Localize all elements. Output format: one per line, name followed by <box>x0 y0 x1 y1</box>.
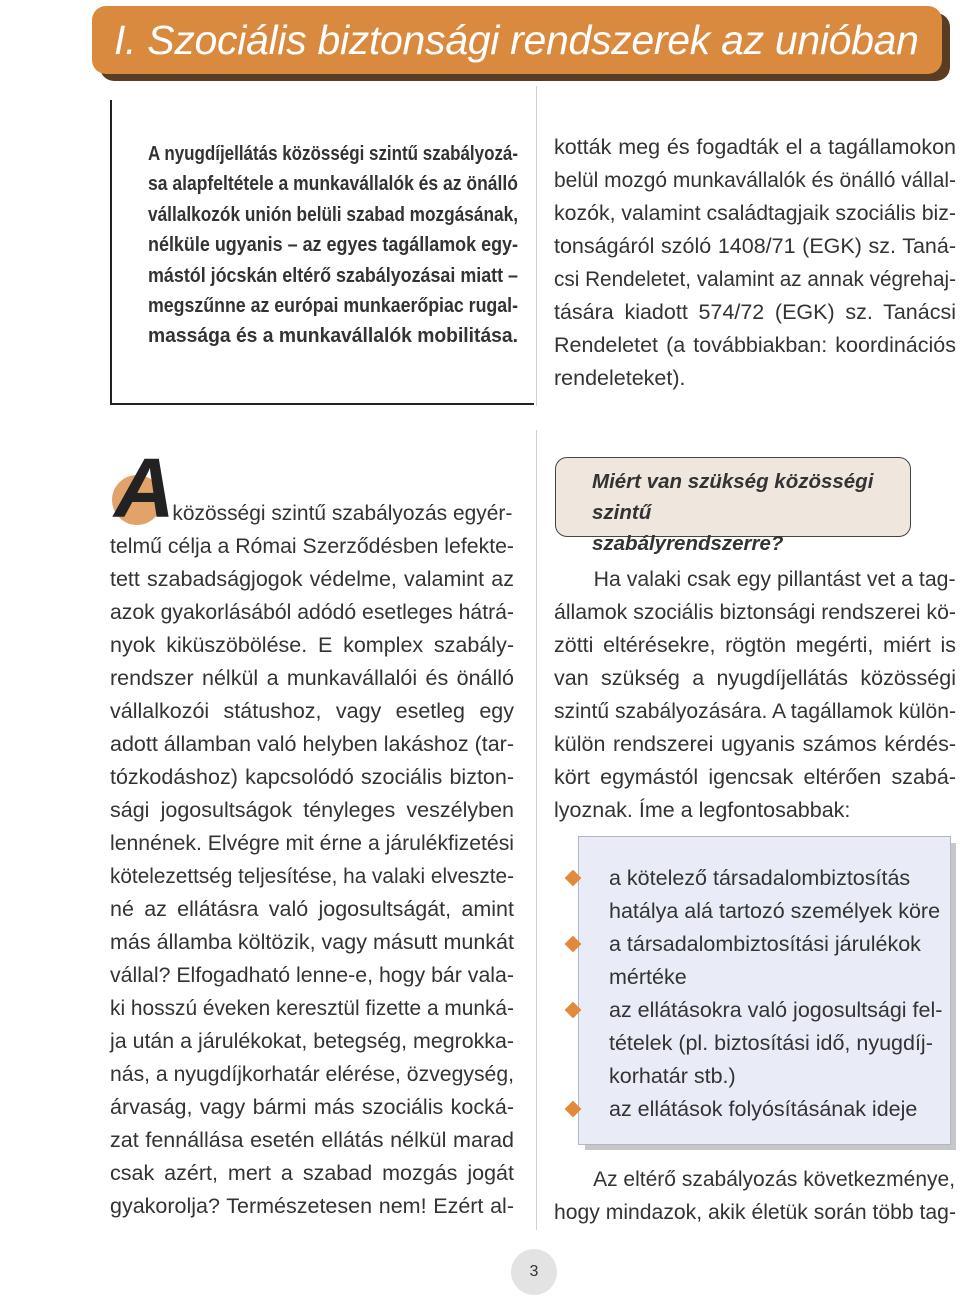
diamond-bullet-icon <box>565 1101 582 1118</box>
intro-border-bottom <box>110 403 534 405</box>
left-column-paragraph <box>110 497 514 1223</box>
text-line: kották meg és fogadták el a tagállamokon <box>554 135 956 159</box>
key-issues-list <box>579 862 950 1126</box>
diamond-bullet-icon <box>565 870 582 887</box>
right-column-paragraph-1 <box>554 131 956 395</box>
text-line: közösségi szintű szabályozás egyér- <box>172 501 513 525</box>
key-issues-list-box <box>578 836 951 1145</box>
text-line: ki hosszú éveken keresztül fizette a munká- <box>110 996 515 1020</box>
list-item-line: az ellátások folyósításának ideje <box>609 1097 918 1121</box>
intro-line: A nyugdíjellátás közösségi szintű szabályozá- <box>148 142 519 165</box>
list-item-line: az ellátásokra való jogosultsági fel- <box>609 998 943 1022</box>
intro-line: mástól jócskán eltérő szabályozásai miatt – <box>148 263 519 287</box>
text-line: telmű célja a Római Szerződésben lefekte- <box>110 534 515 558</box>
text-line: lyoznak. Íme a legfontosabbak: <box>554 798 851 822</box>
column-divider <box>536 86 537 406</box>
text-line: né az ellátásra való jogosultságát, amint <box>110 897 514 921</box>
intro-line: massága és a munkavállalók mobilitása. <box>148 324 519 348</box>
text-line: gyakorolja? Természetesen nem! Ezért al- <box>110 1194 514 1218</box>
section-question <box>592 466 902 559</box>
question-line: Miért van szükség közösségi szintű <box>592 470 874 524</box>
text-line: nyok kiküszöbölése. E komplex szabály- <box>110 633 514 657</box>
page-number: 3 <box>511 1249 557 1295</box>
intro-line: sa alapfeltétele a munkavállalók és az önálló <box>148 172 518 196</box>
text-line: rendszer nélkül a munkavállalói és önálló <box>110 666 514 690</box>
column-divider <box>536 430 537 1230</box>
text-line: zat fennállása esetén ellátás nélkül marad <box>110 1128 514 1152</box>
intro-line: vállalkozók unión belüli szabad mozgásának, <box>148 202 518 226</box>
diamond-bullet-icon <box>565 1002 582 1019</box>
text-line: belül mozgó munkavállalók és önálló vállal- <box>554 168 957 192</box>
text-line: sági jogosultságok tényleges veszélyben <box>110 798 514 822</box>
text-line: tonságáról szóló 1408/71 (EGK) sz. Taná- <box>554 234 956 258</box>
text-line: vállalkozói státushoz, vagy esetleg egy <box>110 699 514 723</box>
chapter-title: I. Szociális biztonsági rendszerek az unióban <box>114 17 919 63</box>
text-line: vállal? Elfogadható lenne-e, hogy bár vala- <box>110 963 514 987</box>
intro-line: megszűnne az európai munkaerőpiac rugal- <box>148 294 518 318</box>
list-item <box>579 862 950 928</box>
text-line: államok szociális biztonsági rendszerei kö- <box>554 600 956 624</box>
text-line: kötelezettség teljesítése, ha valaki elveszte- <box>110 864 515 888</box>
text-line: lennének. Elvégre mit érne a járulékfizetési <box>110 831 515 855</box>
text-line: adott államban való helyben lakáshoz (tar- <box>110 732 514 756</box>
chapter-header <box>92 6 942 74</box>
list-item-line: tételek (pl. biztosítási idő, nyugdíj- <box>609 1031 933 1055</box>
text-line: Ha valaki csak egy pillantást vet a tag- <box>593 567 956 591</box>
question-line: szabályrendszerre? <box>592 532 784 555</box>
right-column-paragraph-3 <box>554 1163 956 1229</box>
text-line: nás, a nyugdíjkorhatár elérése, özvegység, <box>110 1062 515 1086</box>
text-line: van szükség a nyugdíjellátás közösségi <box>554 666 956 690</box>
text-line: Az eltérő szabályozás következménye, <box>593 1167 956 1191</box>
diamond-bullet-icon <box>565 936 582 953</box>
right-column-paragraph-2 <box>554 563 956 827</box>
text-line: tett szabadságjogok védelme, valamint az <box>110 567 514 591</box>
intro-border-left <box>110 100 112 405</box>
intro-line: nélküle ugyanis – az egyes tagállamok egy- <box>148 233 518 257</box>
text-line: tására kiadott 574/72 (EGK) sz. Tanácsi <box>554 300 956 324</box>
text-line: csak azért, mert a szabad mozgás jogát <box>110 1161 514 1185</box>
text-line: kozók, valamint családtagjaik szociális biz- <box>554 201 957 225</box>
text-line: hogy mindazok, akik életük során több tag- <box>554 1200 956 1224</box>
text-line: ja után a járulékokat, betegség, megrokka- <box>110 1029 515 1053</box>
text-line: külön rendszerei ugyanis számos kérdés- <box>554 732 956 756</box>
list-item <box>579 1093 950 1126</box>
drop-cap-letter: A <box>114 441 175 535</box>
text-line: Rendeletet (a továbbiakban: koordinációs <box>554 333 956 357</box>
text-line: azok gyakorlásából adódó esetleges hátrá- <box>110 600 514 624</box>
list-item-line: a kötelező társadalombiztosítás <box>609 866 911 890</box>
list-item-line: a társadalombiztosítási járulékok <box>609 932 921 956</box>
text-line: zötti eltérésekre, rögtön megérti, miért is <box>554 633 956 657</box>
text-line: szintű szabályozására. A tagállamok külön- <box>554 699 957 723</box>
list-item-line: hatálya alá tartozó személyek köre <box>609 899 941 923</box>
intro-paragraph <box>148 139 518 352</box>
text-line: rendeleteket). <box>554 366 686 390</box>
list-item-line: korhatár stb.) <box>609 1064 736 1088</box>
text-line: más államba költözik, vagy másutt munkát <box>110 930 514 954</box>
list-item-line: mértéke <box>609 965 687 989</box>
text-line: kört egymástól igencsak eltérően szabá- <box>554 765 956 789</box>
text-line: csi Rendeletet, valamint az annak végrehaj- <box>554 267 956 291</box>
text-line: árvaság, vagy bármi más szociális kocká- <box>110 1095 514 1119</box>
section-question-box <box>555 457 911 555</box>
text-line: tózkodáshoz) kapcsolódó szociális bizton- <box>110 765 514 789</box>
list-item <box>579 928 950 994</box>
list-item <box>579 994 950 1093</box>
